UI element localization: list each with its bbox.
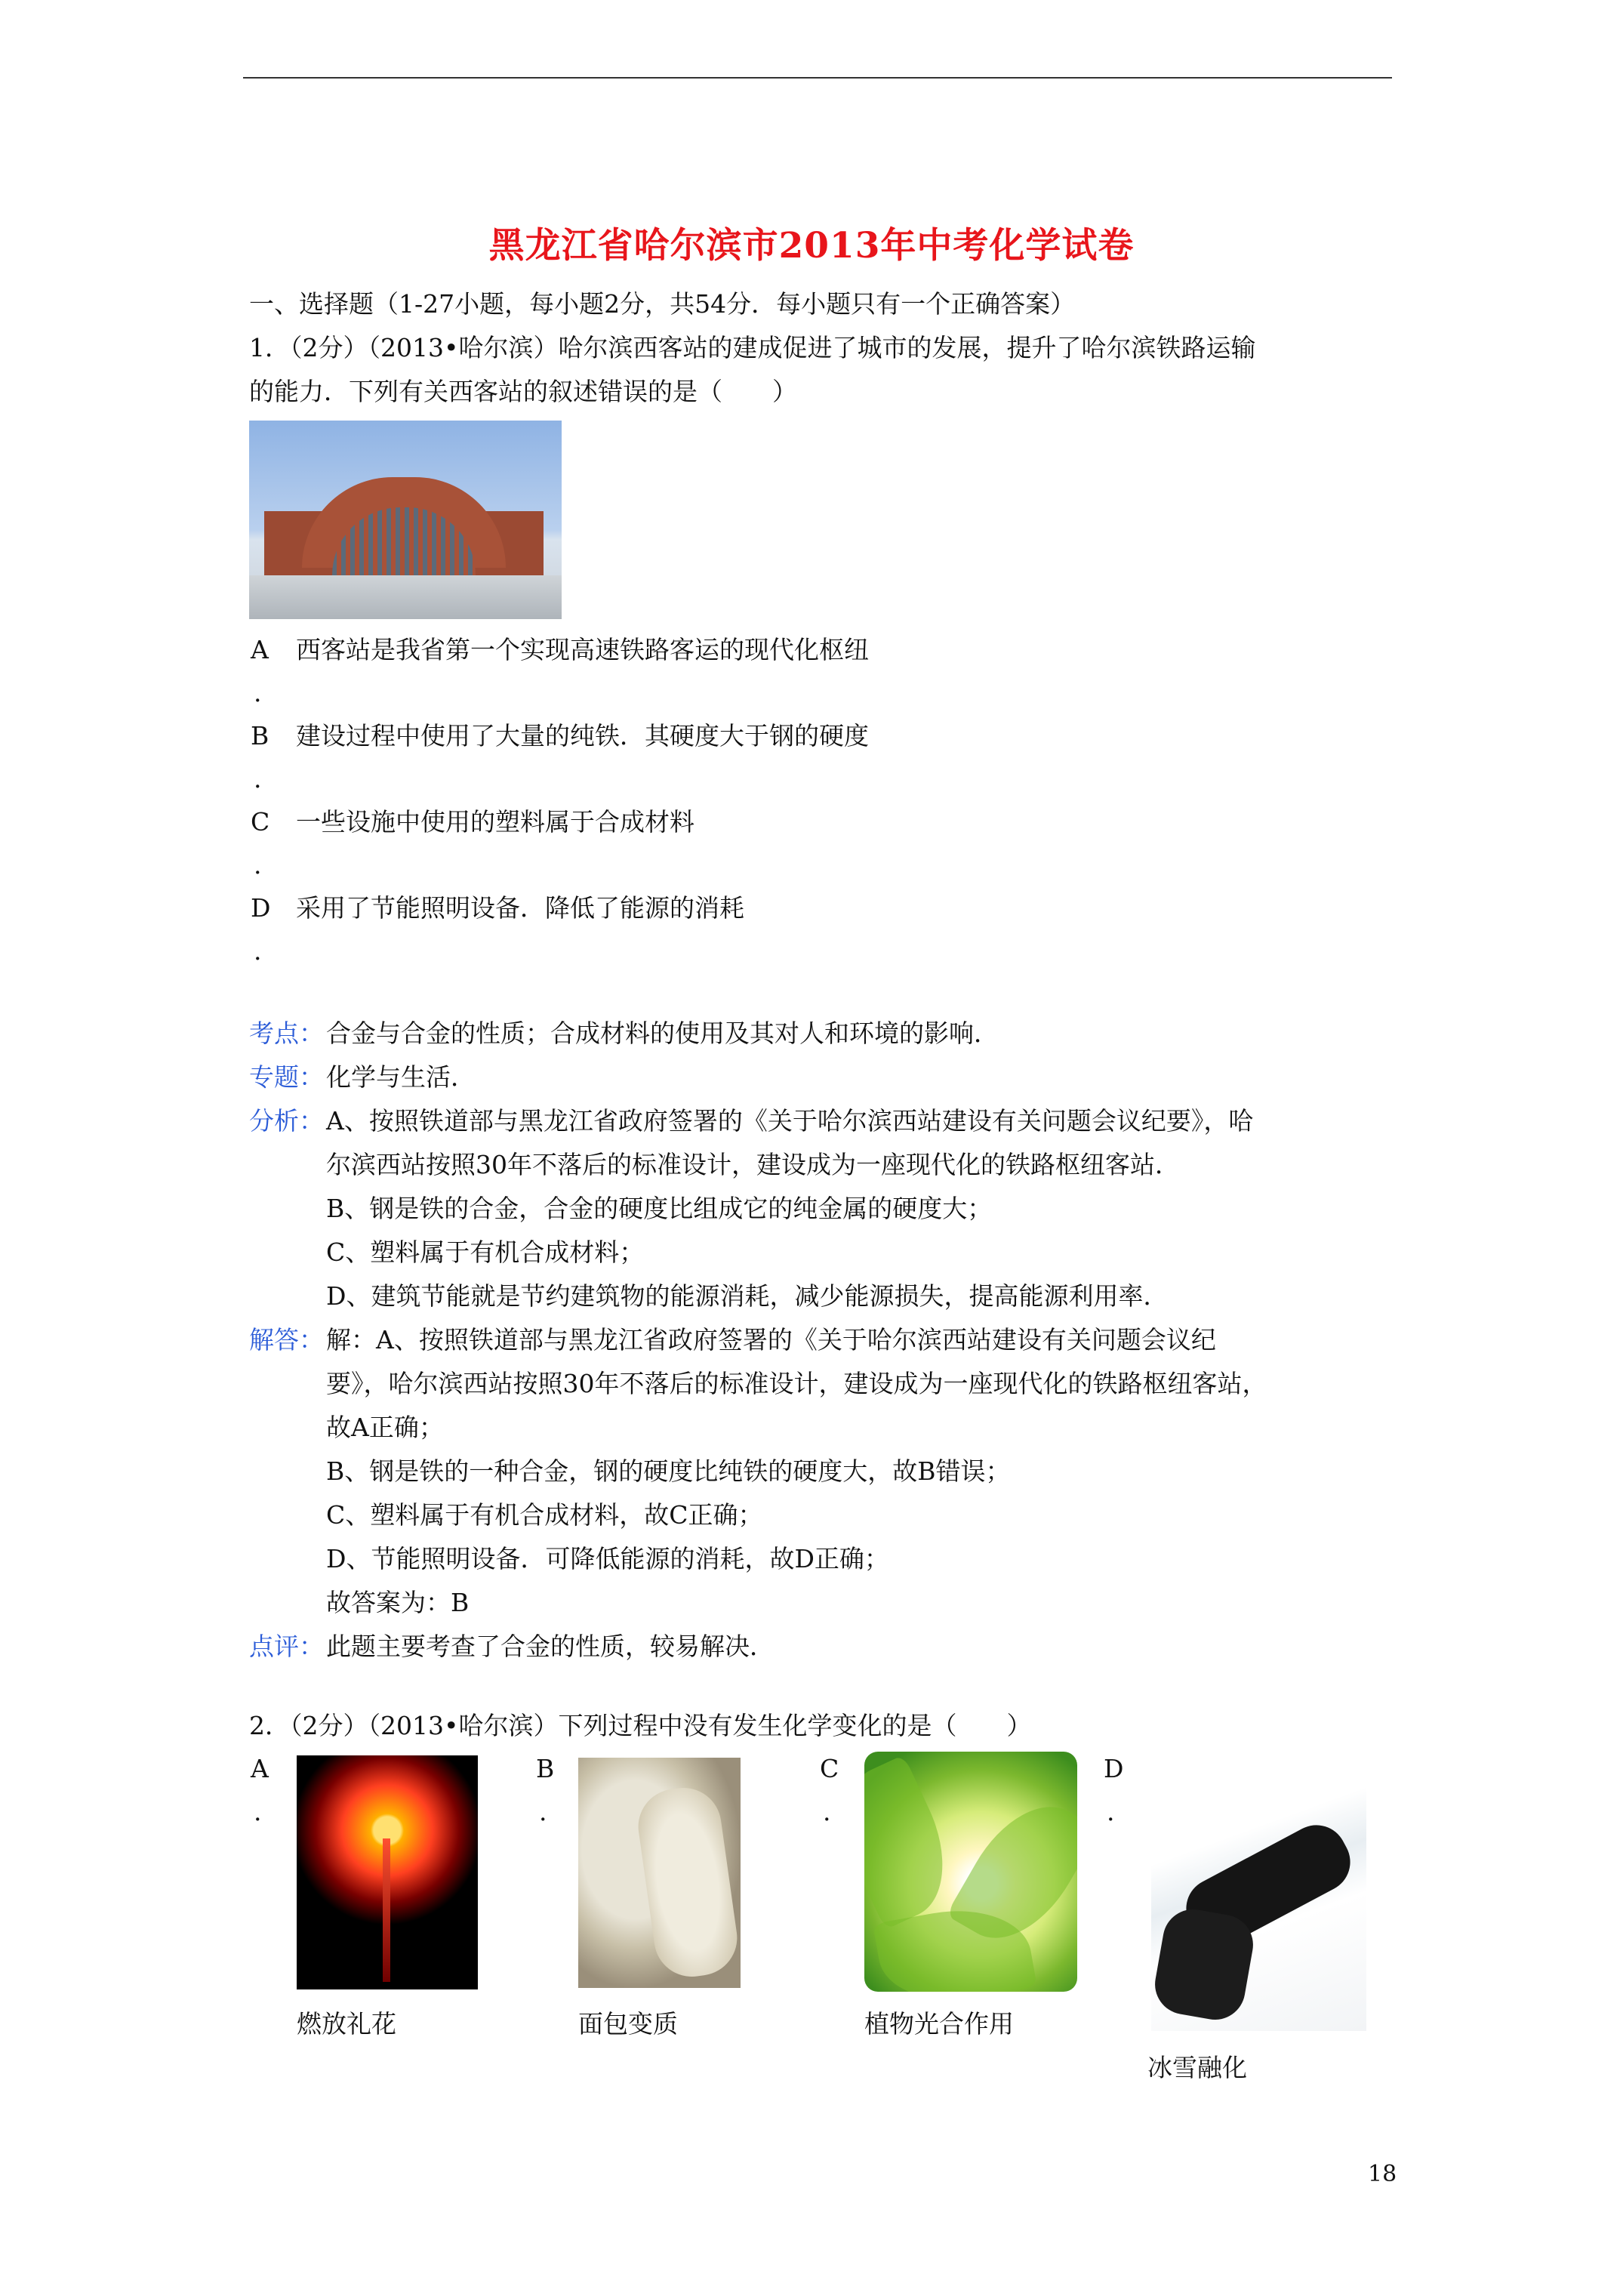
page-number: 18 <box>1368 2161 1397 2187</box>
q2-stem: 2．（2分）（2013•哈尔滨）下列过程中没有发生化学变化的是（ ） <box>249 1711 1032 1740</box>
jieda-line: 故答案为：B <box>326 1588 470 1617</box>
q2-option-b-letter: B <box>536 1754 555 1783</box>
dianping-text: 此题主要考查了合金的性质，较易解决． <box>326 1632 775 1661</box>
kaodian-text: 合金与合金的性质；合成材料的使用及其对人和环境的影响． <box>326 1019 999 1048</box>
q2-option-b-caption: 面包变质 <box>578 2009 678 2039</box>
q1-option-a-letter: A <box>251 635 269 664</box>
west-station-photo <box>249 421 562 619</box>
fenxi-line: D、建筑节能就是节约建筑物的能源消耗，减少能源损失，提高能源利用率． <box>326 1281 1169 1311</box>
dianping-label: 点评： <box>249 1632 324 1661</box>
jieda-line: B、钢是铁的一种合金，钢的硬度比纯铁的硬度大，故B错误； <box>326 1456 1011 1486</box>
jieda-line: C、塑料属于有机合成材料，故C正确； <box>326 1500 763 1530</box>
q2-option-a-caption: 燃放礼花 <box>297 2009 396 2039</box>
q2-option-a-letter: A <box>251 1754 269 1783</box>
q1-option-b-text: 建设过程中使用了大量的纯铁．其硬度大于钢的硬度 <box>296 721 869 750</box>
jieda-line: D、节能照明设备．可降低能源的消耗，故D正确； <box>326 1544 889 1573</box>
section-heading: 一、选择题（1-27小题，每小题2分，共54分．每小题只有一个正确答案） <box>249 289 1076 319</box>
q2-option-d-dot: . <box>1107 1797 1115 1826</box>
fireworks-photo <box>297 1755 478 1989</box>
q2-option-b-dot: . <box>539 1797 547 1826</box>
fenxi-line: A、按照铁道部与黑龙江省政府签署的《关于哈尔滨西站建设有关问题会议纪要》，哈 <box>326 1106 1254 1136</box>
header-rule <box>243 77 1392 79</box>
kaodian-label: 考点： <box>249 1019 324 1048</box>
q2-option-c-caption: 植物光合作用 <box>864 2009 1014 2039</box>
melting-snow-photo <box>1151 1761 1366 2031</box>
fenxi-line: C、塑料属于有机合成材料； <box>326 1237 645 1267</box>
q1-option-d-text: 采用了节能照明设备．降低了能源的消耗 <box>296 893 744 923</box>
q1-option-a-dot: . <box>254 678 262 707</box>
zhuanti-label: 专题： <box>249 1062 324 1092</box>
jieda-line: 故A正确； <box>326 1413 444 1442</box>
q2-option-c-letter: C <box>820 1754 839 1783</box>
fenxi-line: B、钢是铁的合金，合金的硬度比组成它的纯金属的硬度大； <box>326 1194 993 1223</box>
fenxi-label: 分析： <box>249 1106 324 1136</box>
q1-option-c-dot: . <box>254 850 262 880</box>
jieda-label: 解答： <box>249 1325 324 1354</box>
q1-option-d-dot: . <box>254 936 262 966</box>
page-title: 黑龙江省哈尔滨市2013年中考化学试卷 <box>488 225 1135 267</box>
q2-option-c-dot: . <box>823 1797 831 1826</box>
leaves-sunlight-photo <box>864 1752 1077 1992</box>
q2-option-d-letter: D <box>1104 1754 1124 1783</box>
q1-stem-line2: 的能力．下列有关西客站的叙述错误的是（ ） <box>249 377 797 406</box>
jieda-line: 解：A、按照铁道部与黑龙江省政府签署的《关于哈尔滨西站建设有关问题会议纪 <box>326 1325 1216 1354</box>
q1-stem-line1: 1．（2分）（2013•哈尔滨）哈尔滨西客站的建成促进了城市的发展，提升了哈尔滨铁路运输 <box>249 333 1256 362</box>
q1-option-c-text: 一些设施中使用的塑料属于合成材料 <box>296 807 694 837</box>
q1-option-c-letter: C <box>251 807 270 837</box>
q2-option-d-caption: 冰雪融化 <box>1147 2053 1247 2082</box>
zhuanti-text: 化学与生活． <box>326 1062 476 1092</box>
q1-option-b-letter: B <box>251 721 269 750</box>
moldy-bread-photo <box>578 1758 741 1988</box>
q2-option-a-dot: . <box>254 1797 262 1826</box>
q1-option-b-dot: . <box>254 764 262 794</box>
jieda-line: 要》，哈尔滨西站按照30年不落后的标准设计，建设成为一座现代化的铁路枢纽客站， <box>326 1369 1267 1398</box>
fenxi-line: 尔滨西站按照30年不落后的标准设计，建设成为一座现代化的铁路枢纽客站． <box>326 1150 1180 1179</box>
q1-option-a-text: 西客站是我省第一个实现高速铁路客运的现代化枢纽 <box>296 635 869 664</box>
q1-option-d-letter: D <box>251 893 271 923</box>
